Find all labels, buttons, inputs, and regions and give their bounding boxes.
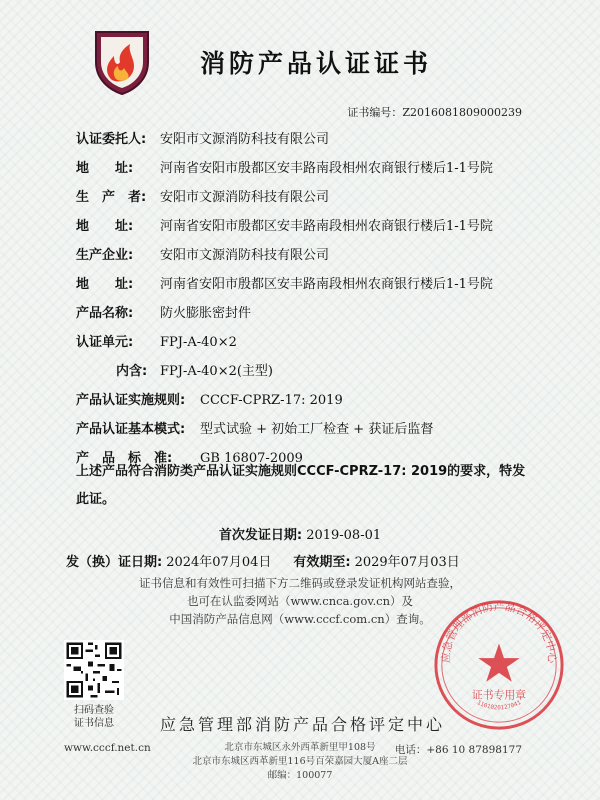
- field-producer: [76, 186, 329, 205]
- field-value: 安阳市文源消防科技有限公司: [160, 132, 330, 147]
- field-label: 内含:: [116, 364, 148, 379]
- field-implementation-rules: [76, 389, 343, 408]
- seal-star-icon: [478, 643, 519, 681]
- field-label: 生产企业:: [76, 248, 134, 263]
- qr-caption-line-1: 扫码查验: [74, 705, 114, 716]
- seal-arc-text: 应急管理部消防产品合格评定中心: [439, 599, 559, 664]
- field-value: FPJ-A-40×2: [160, 335, 237, 350]
- field-value: 防火膨胀密封件: [160, 306, 252, 321]
- address-line-2: 北京市东城区西革新里116号百荣嘉园大厦A座二层: [192, 756, 408, 767]
- issue-date-label: 发（换）证日期:: [66, 555, 163, 570]
- validity-line: [66, 551, 460, 570]
- phone: 电话：+86 10 87898177: [394, 744, 522, 756]
- field-manufacturer: [76, 244, 329, 263]
- field-value: CCCF-CPRZ-17: 2019: [200, 393, 343, 408]
- first-issue-date: 2019-08-01: [306, 528, 382, 543]
- field-label: 认证单元:: [76, 335, 134, 350]
- issue-date: 2024年07月04日: [166, 555, 272, 570]
- field-contains: [116, 360, 273, 379]
- address-line-1: 北京市东城区永外西革新里甲108号: [224, 742, 376, 753]
- first-issue-label: 首次发证日期:: [218, 528, 303, 543]
- field-value: 河南省安阳市殷都区安丰路南段相州农商银行楼后1-1号院: [160, 219, 493, 234]
- first-issue-line: [0, 524, 600, 543]
- field-producer-address: [76, 215, 493, 234]
- field-label: 认证委托人:: [76, 132, 147, 147]
- field-value: GB 16807-2009: [200, 451, 303, 466]
- field-cert-mode: [76, 418, 433, 437]
- field-value: FPJ-A-40×2(主型): [160, 364, 274, 379]
- website: www.cccf.net.cn: [64, 742, 151, 754]
- field-label: 地 址:: [76, 277, 134, 292]
- valid-until-date: 2029年07月03日: [354, 555, 460, 570]
- field-value: 型式试验 + 初始工厂检查 + 获证后监督: [200, 422, 434, 437]
- fire-shield-logo: [90, 26, 154, 96]
- field-manufacturer-address: [76, 273, 493, 292]
- verification-notice-line-3: 中国消防产品信息网（www.cccf.com.cn）查询。: [169, 612, 431, 626]
- official-seal: [430, 596, 568, 734]
- field-label: 产品认证基本模式:: [76, 422, 186, 437]
- field-value: 安阳市文源消防科技有限公司: [160, 248, 330, 263]
- seal-center-text: 证书专用章: [471, 688, 527, 702]
- valid-until-label: 有效期至:: [293, 555, 351, 570]
- verification-notice-line-2: 也可在认监委网站（www.cnca.gov.cn）及: [186, 594, 414, 608]
- field-product-name: [76, 302, 251, 321]
- field-client-address: [76, 157, 493, 176]
- field-client: [76, 128, 329, 147]
- verification-notice-line-1: 证书信息和有效性可扫描下方二维码或登录发证机构网站查验，: [139, 576, 461, 590]
- verification-qr-code[interactable]: [64, 640, 124, 700]
- qr-caption-line-2: 证书信息: [74, 718, 114, 729]
- field-label: 产 品 标 准:: [76, 451, 173, 466]
- field-label: 地 址:: [76, 219, 134, 234]
- field-label: 生 产 者:: [76, 190, 147, 205]
- certificate-title: 消防产品认证证书: [200, 49, 433, 78]
- field-value: 河南省安阳市殷都区安丰路南段相州农商银行楼后1-1号院: [160, 161, 493, 176]
- qr-caption: [58, 704, 130, 730]
- seal-code: 1101020127041: [475, 700, 523, 712]
- field-value: 安阳市文源消防科技有限公司: [160, 190, 330, 205]
- field-label: 地 址:: [76, 161, 134, 176]
- field-label: 产品认证实施规则:: [76, 393, 186, 408]
- certificate-number: 证书编号：Z2016081809000239: [347, 106, 522, 119]
- svg-text:1101020127041: [476, 700, 523, 712]
- field-value: 河南省安阳市殷都区安丰路南段相州农商银行楼后1-1号院: [160, 277, 493, 292]
- issuing-organization: 应急管理部消防产品合格评定中心: [160, 715, 446, 734]
- postal-code: 邮编：100077: [267, 770, 333, 781]
- compliance-statement: 上述产品符合消防类产品认证实施规则CCCF-CPRZ-17: 2019的要求，特发此证。: [76, 464, 526, 507]
- field-cert-unit: [76, 331, 237, 350]
- field-label: 产品名称:: [76, 306, 134, 321]
